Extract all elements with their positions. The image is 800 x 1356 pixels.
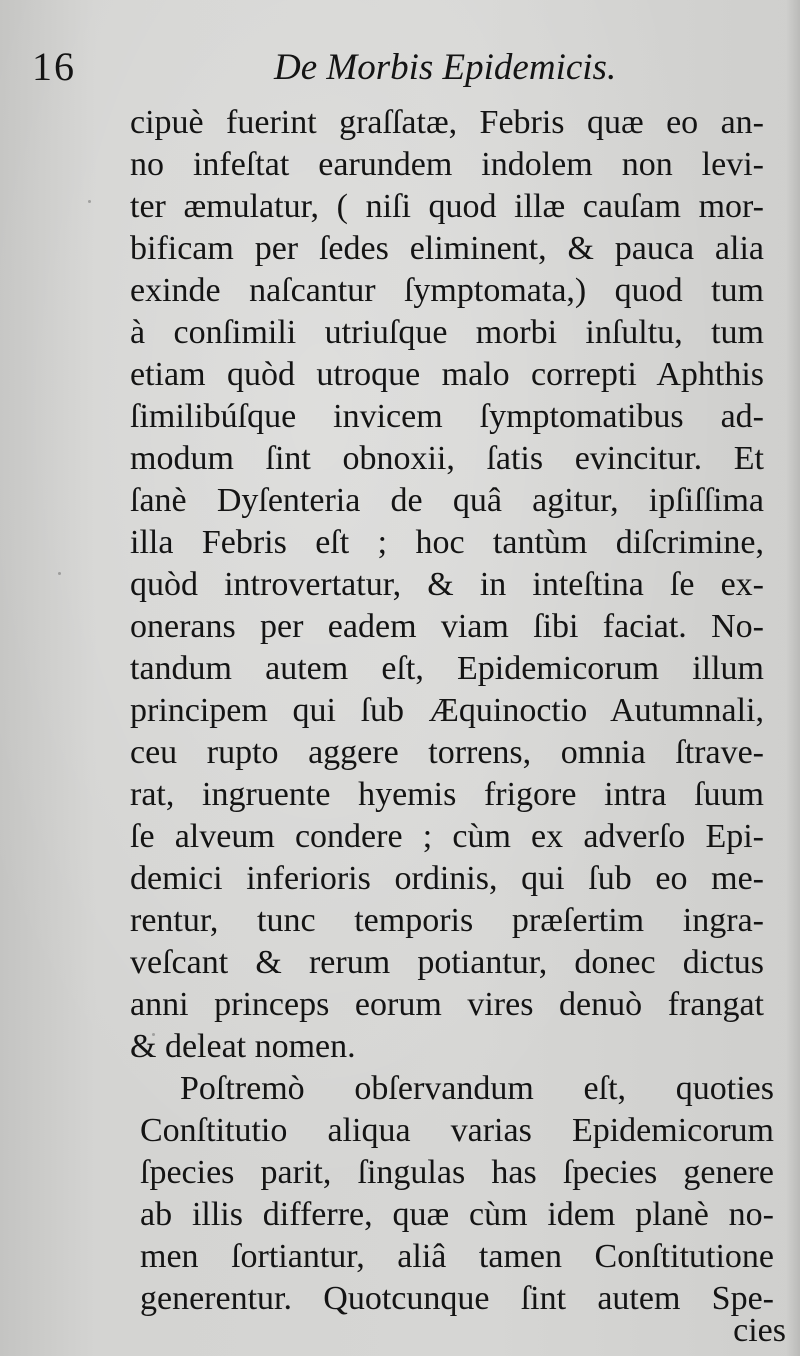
paragraph-last-line: & deleat nomen.: [130, 1028, 356, 1065]
text-line: veſcant & rerum potiantur, donec dictus: [130, 944, 764, 981]
text-line: bificam per ſedes eliminent, & pauca alia: [130, 230, 764, 267]
page-number: 16: [32, 44, 76, 89]
text-line: à conſimili utriuſque morbi inſultu, tum: [130, 314, 764, 351]
text-line: ceu rupto aggere torrens, omnia ſtrave-: [130, 734, 764, 771]
text-line: onerans per eadem viam ſibi faciat. No-: [130, 608, 764, 645]
text-line: rentur, tunc temporis præſertim ingra-: [130, 902, 764, 939]
text-line: etiam quòd utroque malo correpti Aphthis: [130, 356, 764, 393]
text-line: ab illis differre, quæ cùm idem planè no-: [140, 1196, 774, 1233]
text-line: Conſtitutio aliqua varias Epidemicorum: [140, 1112, 774, 1149]
text-line: cipuè fuerint graſſatæ, Febris quæ eo an-: [130, 104, 764, 141]
text-line: ter æmulatur, ( niſi quod illæ cauſam mor-: [130, 188, 764, 225]
text-line: generentur. Quotcunque ſint autem Spe-: [140, 1280, 774, 1317]
paper-speck: [58, 572, 61, 575]
text-line: exinde naſcantur ſymptomata,) quod tum: [130, 272, 764, 309]
paper-speck: [88, 200, 91, 203]
paragraph-first-line: Poſtremò obſervandum eſt, quoties: [180, 1070, 774, 1107]
text-line: anni princeps eorum vires denuò frangat: [130, 986, 764, 1023]
paper-speck: [152, 1033, 155, 1036]
text-line: principem qui ſub Æquinoctio Autumnali,: [130, 692, 764, 729]
text-line: men ſortiantur, aliâ tamen Conſtitutione: [140, 1238, 774, 1275]
text-line: quòd introvertatur, & in inteſtina ſe ex-: [130, 566, 764, 603]
text-line: illa Febris eſt ; hoc tantùm diſcrimine,: [130, 524, 764, 561]
text-line: modum ſint obnoxii, ſatis evincitur. Et: [130, 440, 764, 477]
text-line: no infeſtat earundem indolem non levi-: [130, 146, 764, 183]
catchword: cies: [733, 1312, 786, 1349]
running-head: De Morbis Epidemicis.: [274, 47, 617, 88]
text-line: ſe alveum condere ; cùm ex adverſo Epi-: [130, 818, 764, 855]
text-line: ſpecies parit, ſingulas has ſpecies genere: [140, 1154, 774, 1191]
text-line: ſimilibúſque invicem ſymptomatibus ad-: [130, 398, 764, 435]
text-line: ſanè Dyſenteria de quâ agitur, ipſiſſima: [130, 482, 764, 519]
text-line: tandum autem eſt, Epidemicorum illum: [130, 650, 764, 687]
text-line: demici inferioris ordinis, qui ſub eo me-: [130, 860, 764, 897]
text-line: rat, ingruente hyemis frigore intra ſuum: [130, 776, 764, 813]
